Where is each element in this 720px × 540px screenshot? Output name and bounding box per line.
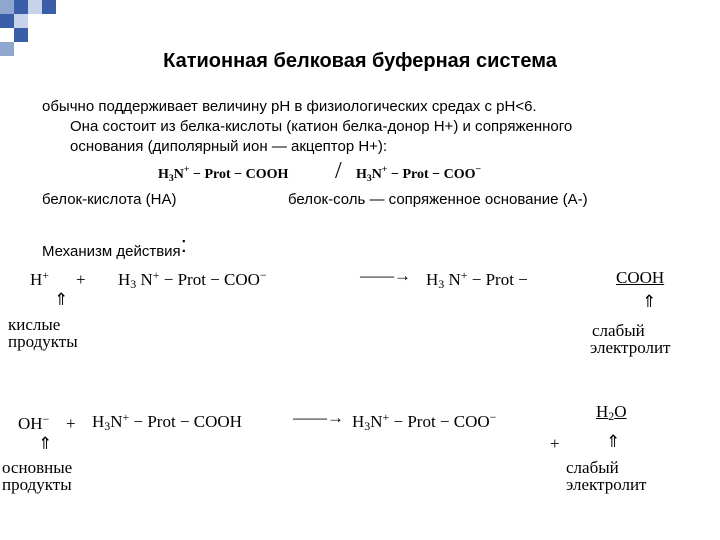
corner-square-1 (0, 0, 14, 14)
intro-line-2: Она состоит из белка-кислоты (катион белка-донор H+) и сопряженного (70, 118, 573, 135)
r1-left-label-1: кислые (8, 315, 61, 334)
mechanism-label (42, 232, 187, 260)
r2-oh-ion (18, 412, 49, 434)
r1-r-n: N (140, 270, 153, 289)
r2-left-label-1: основные (2, 458, 73, 477)
r2-r-rest: − Prot − COOH (133, 412, 242, 431)
corner-square-3 (0, 14, 14, 28)
base-formula (356, 164, 481, 184)
r1-product (426, 268, 528, 292)
r2-arrow: ——→ (293, 408, 344, 427)
r1-h-charge: + (42, 268, 49, 282)
r1-left-label-2: продукты (8, 332, 78, 351)
r1-left-arrow-up-icon: ⇑ (54, 290, 69, 310)
corner-square-8 (14, 14, 28, 28)
r1-right-label-2: электролит (590, 338, 671, 357)
base-sub: 3 (366, 173, 372, 184)
acid-sub: 3 (168, 173, 174, 184)
mechanism-text: Механизм действия (42, 243, 181, 260)
r2-r-n: N (110, 412, 123, 431)
r1-p-charge: + (460, 268, 468, 282)
intro-line-3: основания (диполярный ион — акцептор H+): (70, 138, 388, 155)
r1-right-arrow-up-icon: ⇑ (642, 292, 657, 312)
base-rest: − Prot − COO (387, 167, 476, 182)
base-n: N (371, 167, 382, 182)
corner-square-2 (14, 0, 28, 14)
acid-h: H (158, 167, 169, 182)
r2-left-label-2: продукты (2, 475, 72, 494)
r1-h: H (30, 270, 43, 289)
r2-p-sub: 3 (364, 419, 371, 433)
r1-r-sub: 3 (130, 277, 137, 291)
r2-r-charge: + (122, 410, 130, 424)
pair-slash: / (335, 158, 342, 184)
r2-product (352, 410, 496, 434)
intro-line-1: обычно поддерживает величину pH в физиологических средах с pH<6. (42, 98, 537, 115)
r2-water (596, 402, 627, 424)
r1-p-h: H (426, 270, 439, 289)
r2-reactant (92, 410, 242, 434)
r1-r-rest: − Prot − COO (163, 270, 260, 289)
r2-right-label-2: электролит (566, 475, 647, 494)
r1-right-label-1: слабый (592, 321, 645, 340)
r2-p-charge: + (382, 410, 390, 424)
r1-p-sub: 3 (438, 277, 445, 291)
r2-water-sub: 2 (608, 409, 615, 423)
r2-water-o: O (614, 402, 627, 421)
r1-r-charge-2: − (259, 268, 267, 282)
r1-arrow: ——→ (360, 266, 411, 285)
r1-p-rest: − Prot − (471, 270, 528, 289)
corner-square-5 (42, 0, 56, 14)
acid-n: N (173, 167, 184, 182)
base-charge: + (381, 164, 388, 175)
base-charge-2: − (475, 164, 482, 175)
r1-reactant (118, 268, 267, 292)
mechanism-colon: : (180, 232, 187, 257)
slide-title: Катионная белковая буферная система (163, 50, 557, 72)
corner-square-6 (14, 28, 28, 42)
r1-plus: + (76, 270, 86, 289)
r1-cooh: COOH (616, 268, 665, 287)
base-h: H (356, 167, 367, 182)
r2-oh-charge: − (42, 412, 50, 426)
r2-p-n: N (370, 412, 383, 431)
r1-p-n: N (448, 270, 461, 289)
r2-p-h: H (352, 412, 365, 431)
acid-charge: + (183, 164, 190, 175)
r2-r-h: H (92, 412, 105, 431)
base-label: белок-соль — сопряженное основание (A-) (288, 191, 588, 208)
acid-formula (158, 164, 288, 184)
acid-rest: − Prot − COOH (189, 167, 289, 182)
corner-square-4 (28, 0, 42, 14)
r1-r-h: H (118, 270, 131, 289)
r1-h-ion (30, 268, 49, 290)
r2-left-arrow-up-icon: ⇑ (38, 434, 53, 454)
r2-p-rest: − Prot − COO (393, 412, 490, 431)
r2-right-label-1: слабый (566, 458, 619, 477)
r2-p-charge-2: − (489, 410, 497, 424)
r2-oh: OH (18, 414, 43, 433)
r2-plus-2: + (550, 434, 560, 453)
acid-label: белок-кислота (HA) (42, 191, 177, 208)
r2-water-h: H (596, 402, 609, 421)
r2-right-arrow-up-icon: ⇑ (606, 432, 621, 452)
r2-r-sub: 3 (104, 419, 111, 433)
r2-plus: + (66, 414, 76, 433)
r1-r-charge: + (152, 268, 160, 282)
